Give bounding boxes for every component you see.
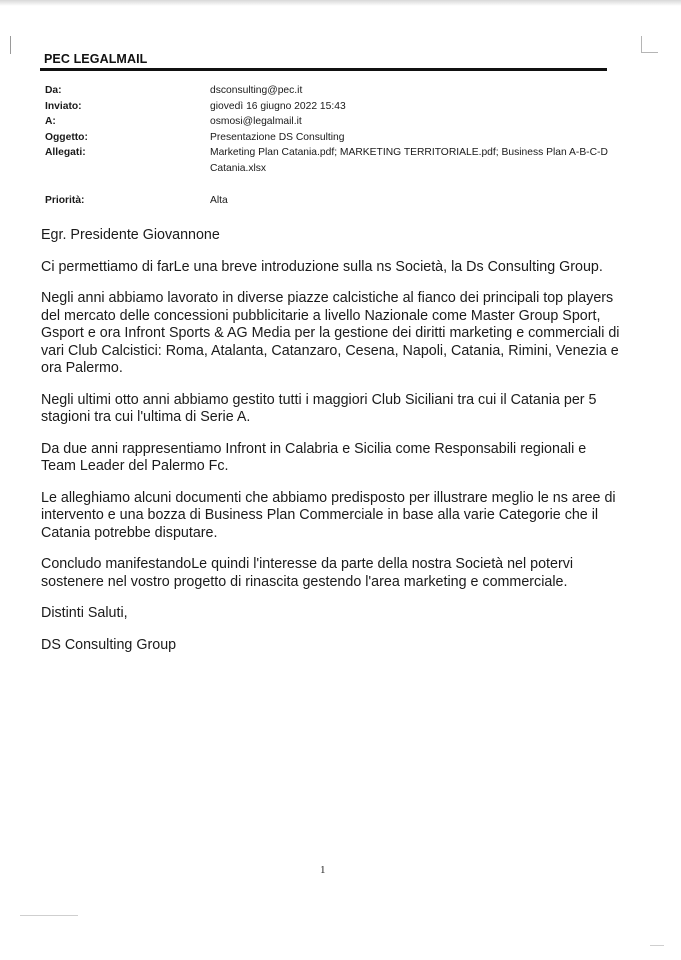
letter-paragraph: Negli anni abbiamo lavorato in diverse piazze calcistiche al fianco dei principali top players del mercato delle concessioni pubblicitarie a livello Nazionale come Master Group Sport, Gsport e ora Infront Sports & AG Media per la gestione dei diritti marketing e commerciali di vari Club Calcistici: Roma, Atalanta, Catanzaro, Cesena, Napoli, Catania, Rimini, Venezia e ora Palermo.: [41, 290, 620, 376]
sent-value: giovedì 16 giugno 2022 15:43: [210, 100, 346, 112]
from-label: Da:: [45, 85, 62, 96]
sent-label: Inviato:: [45, 100, 82, 112]
attachments-line-1: Marketing Plan Catania.pdf; MARKETING TERRITORIALE.pdf; Business Plan A-B-C-D: [210, 147, 608, 158]
letter-paragraph: Le alleghiamo alcuni documenti che abbiamo predisposto per illustrare meglio le ns aree di intervento e una bozza di Business Plan Commerciale in base alla varie Categorie che il Catania potrebbe disputare.: [41, 489, 616, 541]
scan-crop-mark-right: [641, 36, 658, 53]
page-edge-shadow: [0, 0, 681, 6]
letter-salutation: Egr. Presidente Giovannone: [41, 227, 220, 243]
attachments-label: Allegati:: [45, 147, 86, 158]
scan-smudge: [20, 915, 78, 916]
to-label: A:: [45, 116, 56, 127]
from-value: dsconsulting@pec.it: [210, 85, 303, 96]
subject-label: Oggetto:: [45, 131, 88, 143]
meta-spacer: [45, 176, 625, 193]
letter-paragraph: Ci permettiamo di farLe una breve introduzione sulla ns Società, la Ds Consulting Group.: [41, 258, 603, 275]
header-divider: [40, 68, 607, 71]
email-metadata: [45, 83, 625, 209]
subject-value: Presentazione DS Consulting: [210, 131, 345, 143]
attachments-value: [210, 145, 625, 176]
pec-header-title: PEC LEGALMAIL: [44, 52, 148, 66]
letter-paragraph: Concludo manifestandoLe quindi l'interesse da parte della nostra Società nel potervi sostenere nel vostro progetto di rinascita gestendo l'area marketing e commerciale.: [41, 556, 574, 590]
priority-label: Priorità:: [45, 195, 85, 206]
attachments-line-2: Catania.xlsx: [210, 162, 267, 174]
letter-paragraph: Da due anni rappresentiamo Infront in Calabria e Sicilia come Responsabili regionali e Team Leader del Palermo Fc.: [41, 440, 587, 474]
priority-value: Alta: [210, 195, 228, 206]
scan-crop-mark-left: [10, 36, 11, 54]
meta-row-priority: [45, 193, 625, 209]
meta-row-attachments: [45, 145, 625, 176]
meta-row-sent: [45, 99, 625, 115]
meta-row-to: [45, 114, 625, 130]
to-value: osmosi@legalmail.it: [210, 116, 302, 127]
meta-row-subject: [45, 130, 625, 146]
page-number: 1: [320, 864, 326, 876]
meta-row-from: [45, 83, 625, 99]
letter-body: [41, 227, 621, 668]
scan-corner-mark: [650, 945, 664, 946]
letter-signature: DS Consulting Group: [41, 636, 177, 653]
letter-closing: Distinti Saluti,: [41, 605, 128, 621]
letter-paragraph: Negli ultimi otto anni abbiamo gestito tutti i maggiori Club Siciliani tra cui il Catania per 5 stagioni tra cui l'ultima di Serie A.: [41, 391, 597, 425]
